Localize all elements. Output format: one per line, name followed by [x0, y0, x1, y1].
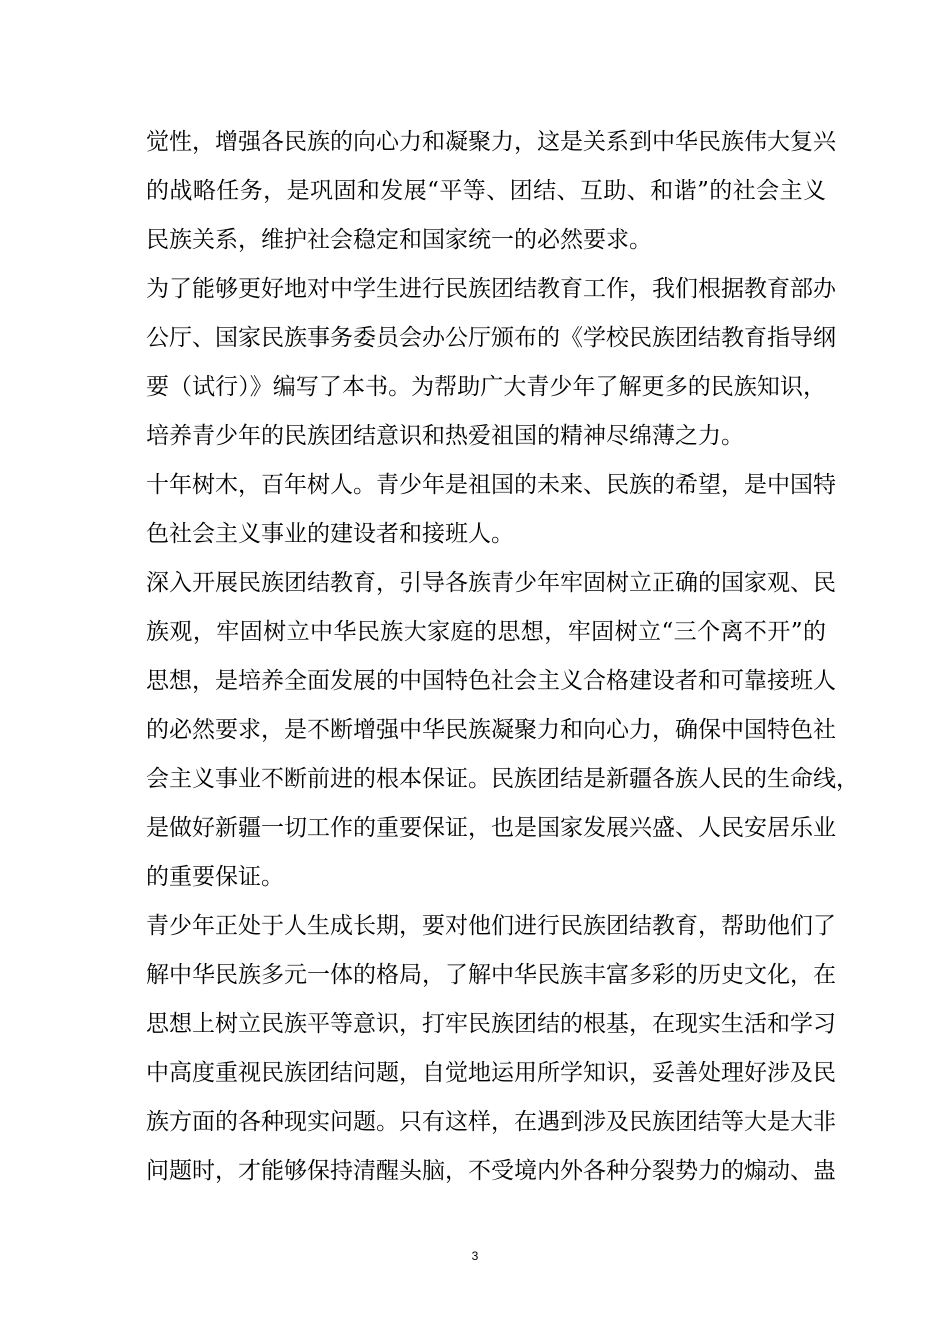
text-line: 觉性，增强各民族的向心力和凝聚力，这是关系到中华民族伟大复兴 — [146, 129, 836, 155]
text-line: 思想上树立民族平等意识，打牢民族团结的根基，在现实生活和学习 — [146, 1011, 836, 1037]
text-line: 十年树木，百年树人。青少年是祖国的未来、民族的希望，是中国特 — [146, 472, 836, 498]
text-line: 解中华民族多元一体的格局，了解中华民族丰富多彩的历史文化，在 — [146, 962, 836, 988]
text-line: 是做好新疆一切工作的重要保证，也是国家发展兴盛、人民安居乐业 — [146, 815, 836, 841]
text-line: 问题时，才能够保持清醒头脑，不受境内外各种分裂势力的煽动、蛊 — [146, 1158, 836, 1184]
text-line: 的战略任务，是巩固和发展“平等、团结、互助、和谐”的社会主义 — [146, 178, 826, 204]
text-line: 的必然要求，是不断增强中华民族凝聚力和向心力，确保中国特色社 — [146, 717, 836, 743]
text-line: 会主义事业不断前进的根本保证。民族团结是新疆各族人民的生命线， — [146, 766, 859, 792]
document-body — [146, 118, 859, 1196]
text-line: 公厅、国家民族事务委员会办公厅颁布的《学校民族团结教育指导纲 — [146, 325, 836, 351]
text-line: 色社会主义事业的建设者和接班人。 — [146, 521, 514, 547]
text-line: 为了能够更好地对中学生进行民族团结教育工作，我们根据教育部办 — [146, 276, 836, 302]
text-line: 的重要保证。 — [146, 864, 284, 890]
page-number: 3 — [471, 1249, 479, 1263]
text-line: 族方面的各种现实问题。只有这样，在遇到涉及民族团结等大是大非 — [146, 1109, 836, 1135]
text-line: 要（试行）》编写了本书。为帮助广大青少年了解更多的民族知识， — [146, 374, 826, 400]
text-line: 中高度重视民族团结问题，自觉地运用所学知识，妥善处理好涉及民 — [146, 1060, 836, 1086]
text-line: 深入开展民族团结教育，引导各族青少年牢固树立正确的国家观、民 — [146, 570, 836, 596]
text-line: 思想，是培养全面发展的中国特色社会主义合格建设者和可靠接班人 — [146, 668, 836, 694]
text-line: 民族关系，维护社会稳定和国家统一的必然要求。 — [146, 227, 652, 253]
text-line: 族观，牢固树立中华民族大家庭的思想，牢固树立“三个离不开”的 — [146, 619, 826, 645]
text-line: 培养青少年的民族团结意识和热爱祖国的精神尽绵薄之力。 — [146, 423, 744, 449]
text-line: 青少年正处于人生成长期，要对他们进行民族团结教育，帮助他们了 — [146, 913, 836, 939]
